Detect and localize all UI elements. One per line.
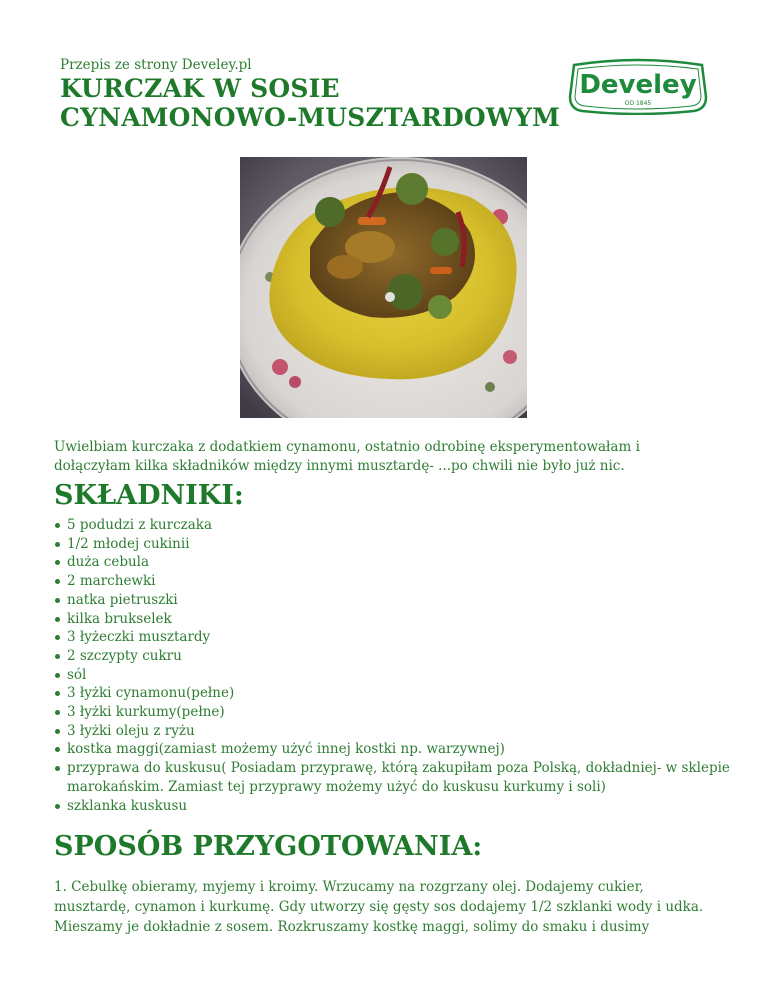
logo-brand: Develey: [579, 70, 697, 100]
list-item: 3 łyżeczki musztardy: [54, 628, 734, 647]
list-item: duża cebula: [54, 553, 734, 572]
list-item: natka pietruszki: [54, 591, 734, 610]
list-item: przyprawa do kuskusu( Posiadam przyprawę, którą zakupiłam poza Polską, dokładniej- w sklepie marokańskim. Zamiast tej przyprawy możemy użyć do kuskusu kurkumy i soli): [54, 759, 734, 796]
list-item: sól: [54, 666, 734, 685]
logo-since: OD 1845: [624, 100, 652, 107]
list-item: 1/2 młodej cukinii: [54, 535, 734, 554]
bullet-icon: [55, 560, 60, 565]
bullet-icon: [55, 617, 60, 622]
recipe-source: Przepis ze strony Develey.pl: [60, 57, 252, 73]
dish-photo-icon: [240, 157, 527, 418]
list-item: 2 szczypty cukru: [54, 647, 734, 666]
bullet-icon: [55, 804, 60, 809]
list-item: 3 łyżki kurkumy(pełne): [54, 703, 734, 722]
list-item: 3 łyżki oleju z ryżu: [54, 722, 734, 741]
list-item: 3 łyżki cynamonu(pełne): [54, 684, 734, 703]
ingredients-heading: SKŁADNIKI:: [54, 480, 244, 511]
list-item: szklanka kuskusu: [54, 797, 734, 816]
list-item: kilka brukselek: [54, 610, 734, 629]
ingredients-list: [54, 516, 734, 815]
recipe-title: [60, 74, 560, 132]
bullet-icon: [55, 766, 60, 771]
develey-logo: [566, 57, 710, 115]
bullet-icon: [55, 542, 60, 547]
list-item: 5 podudzi z kurczaka: [54, 516, 734, 535]
title-line-1: KURCZAK W SOSIE: [60, 74, 340, 103]
bullet-icon: [55, 710, 60, 715]
bullet-icon: [55, 523, 60, 528]
recipe-intro: Uwielbiam kurczaka z dodatkiem cynamonu, ostatnio odrobinę eksperymentowałam i dołączyłam kilka składników między innymi musztardę- ...po chwili nie było już nic.: [54, 439, 640, 474]
list-item: kostka maggi(zamiast możemy użyć innej kostki np. warzywnej): [54, 740, 734, 759]
bullet-icon: [55, 691, 60, 696]
list-item: 2 marchewki: [54, 572, 734, 591]
method-heading: SPOSÓB PRZYGOTOWANIA:: [54, 831, 483, 862]
bullet-icon: [55, 654, 60, 659]
method-step-1: 1. Cebulkę obieramy, myjemy i kroimy. Wrzucamy na rozgrzany olej. Dodajemy cukier, musztardę, cynamon i kurkumę. Gdy utworzy się gęsty sos dodajemy 1/2 szklanki wody i udka. Mieszamy je dokładnie z sosem. Rozkruszamy kostkę maggi, solimy do smaku i dusimy: [54, 879, 704, 935]
bullet-icon: [55, 673, 60, 678]
bullet-icon: [55, 598, 60, 603]
bullet-icon: [55, 729, 60, 734]
title-line-2: CYNAMONOWO-MUSZTARDOWYM: [60, 103, 561, 132]
bullet-icon: [55, 635, 60, 640]
bullet-icon: [55, 747, 60, 752]
bullet-icon: [55, 579, 60, 584]
